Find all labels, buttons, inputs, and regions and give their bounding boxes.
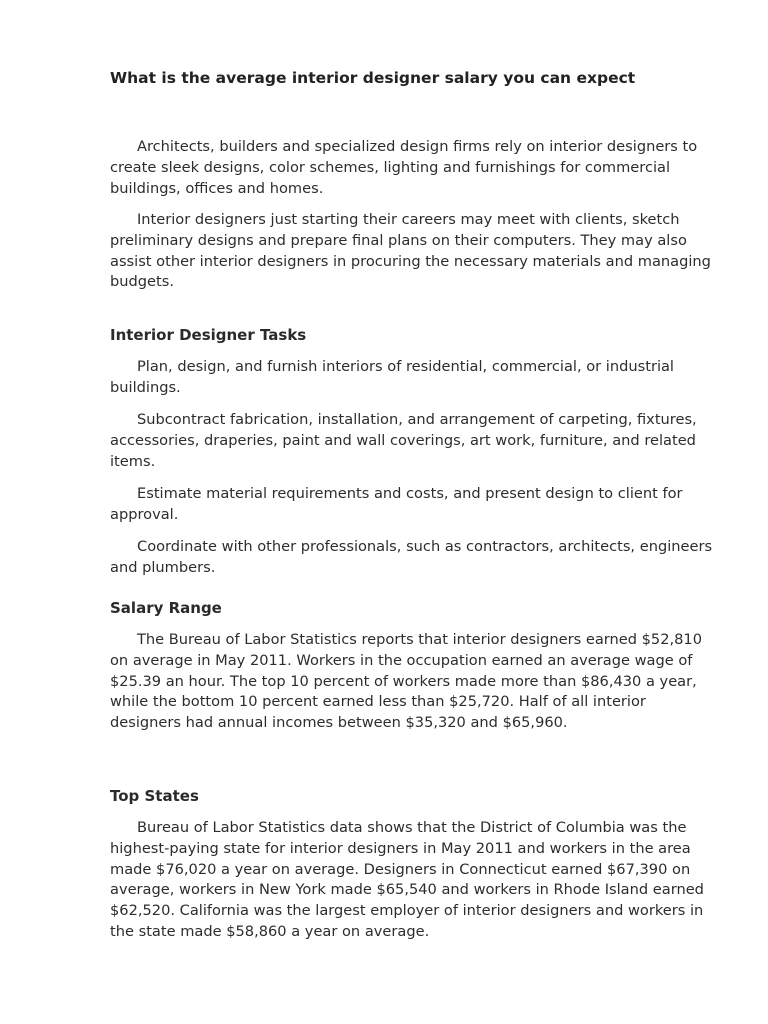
section-heading-top-states: Top States bbox=[110, 787, 199, 805]
salary-paragraph: The Bureau of Labor Statistics reports that interior designers earned $52,810 on average in May 2011. Workers in the occupation earned an average wage of $25.39 an hour. The top 10 percent of workers made more than $86,430 a year, while the bottom 10 percent earned less than $25,720. Half of all interior designers had annual incomes between $35,320 and $65,960. bbox=[110, 631, 702, 732]
task-paragraph: Plan, design, and furnish interiors of residential, commercial, or industrial buildings. bbox=[110, 358, 674, 396]
task-paragraph: Coordinate with other professionals, such as contractors, architects, engineers and plumbers. bbox=[110, 538, 713, 576]
section-heading-tasks: Interior Designer Tasks bbox=[110, 326, 307, 344]
intro-paragraph: Interior designers just starting their careers may meet with clients, sketch preliminary designs and prepare final plans on their computers. They may also assist other interior designers in procuring the necessary materials and managing budgets. bbox=[110, 211, 711, 291]
task-paragraph: Estimate material requirements and costs, and present design to client for approval. bbox=[110, 485, 683, 523]
task-paragraph: Subcontract fabrication, installation, and arrangement of carpeting, fixtures, accessories, draperies, paint and wall coverings, art work, furniture, and related items. bbox=[110, 411, 697, 470]
intro-paragraph: Architects, builders and specialized design firms rely on interior designers to create sleek designs, color schemes, lighting and furnishings for commercial buildings, offices and homes. bbox=[110, 138, 698, 197]
section-heading-salary-range: Salary Range bbox=[110, 599, 222, 617]
document-title: What is the average interior designer salary you can expect bbox=[110, 69, 636, 87]
states-paragraph: Bureau of Labor Statistics data shows that the District of Columbia was the highest-paying state for interior designers in May 2011 and workers in the area made $76,020 a year on average. Designers in Connecticut earned $67,390 on average, workers in New York made $65,540 and workers in Rhode Island earned $62,520. California was the largest employer of interior designers and workers in the state made $58,860 a year on average. bbox=[110, 819, 704, 940]
